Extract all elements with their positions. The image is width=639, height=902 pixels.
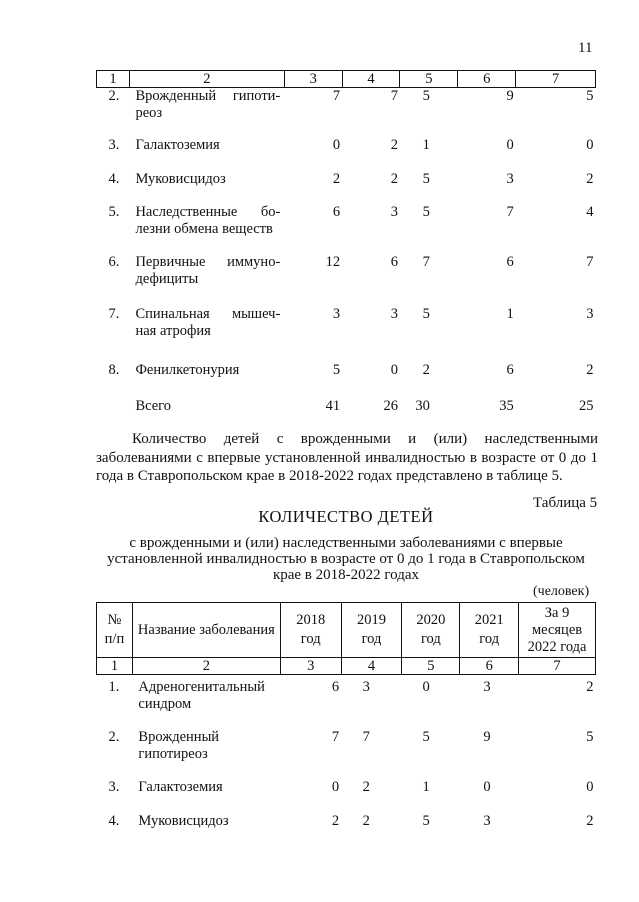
disease-name: Адреногенитальный синдром (138, 679, 265, 712)
table-title: КОЛИЧЕСТВО ДЕТЕЙ (258, 507, 434, 526)
value-cell: 0 (422, 679, 430, 695)
value-cell: 9 (483, 728, 491, 745)
row-number: 2. (108, 88, 120, 104)
value-cell: 6 (506, 361, 514, 378)
value-cell: 3 (586, 305, 594, 322)
value-cell: 5 (332, 361, 341, 378)
value-cell: 2 (586, 812, 594, 829)
table-label: Таблица 5 (533, 495, 598, 511)
total-value: 41 (325, 397, 341, 414)
value-cell: 0 (332, 136, 341, 153)
col-number: 6 (460, 658, 519, 675)
col-number: 2 (132, 658, 280, 675)
table-row (97, 779, 596, 813)
table-subtitle: с врожденными и (или) наследственными заболеваниями с впервые установленной инвалидностью в возрасте от 0 до 1 года в Ставропольском крае в 2018-2022 годах (107, 535, 585, 583)
col-number: 4 (341, 658, 402, 675)
total-row (97, 398, 596, 422)
row-number: 3. (108, 136, 120, 153)
table-5 (96, 602, 596, 837)
row-number: 5. (108, 203, 120, 220)
value-cell: 3 (332, 305, 341, 322)
value-cell: 5 (422, 812, 430, 829)
disease-name: Спинальная мышеч- ная атрофия (135, 305, 281, 339)
value-cell: 7 (390, 88, 398, 104)
col-number: 1 (97, 658, 133, 675)
value-cell: 2 (331, 812, 340, 829)
unit-label: (человек) (533, 584, 590, 599)
value-cell: 2 (390, 136, 398, 153)
col-number: 3 (280, 658, 341, 675)
value-cell: 3 (483, 812, 491, 829)
value-cell: 3 (390, 305, 398, 322)
disease-name: Галактоземия (135, 136, 220, 153)
table-row (97, 306, 596, 362)
total-value: 25 (579, 397, 594, 414)
value-cell: 5 (586, 728, 594, 745)
disease-name: Врожденный гипотиреоз (138, 728, 220, 762)
value-cell: 6 (506, 253, 514, 270)
disease-name: Первичные иммуно- дефициты (135, 253, 281, 287)
value-cell: 3 (483, 679, 491, 695)
col-number: 7 (519, 658, 596, 675)
col-number: 6 (458, 71, 516, 88)
col-number: 3 (284, 71, 342, 88)
value-cell: 7 (331, 728, 340, 745)
value-cell: 5 (422, 170, 430, 187)
row-number: 4. (108, 812, 120, 829)
row-number: 4. (108, 170, 120, 187)
col-number: 7 (516, 71, 596, 88)
value-cell: 2 (362, 778, 370, 795)
table-row (97, 362, 596, 398)
column-number-row (97, 71, 596, 88)
continued-table (96, 70, 596, 422)
value-cell: 6 (390, 253, 398, 270)
value-cell: 0 (483, 778, 491, 795)
disease-name: Галактоземия (138, 778, 223, 795)
value-cell: 3 (506, 170, 514, 187)
disease-name: Врожденный гипоти- реоз (135, 88, 281, 121)
disease-name: Наследственные бо- лезни обмена веществ (135, 203, 281, 237)
disease-name: Муковисцидоз (135, 170, 226, 187)
value-cell: 7 (332, 88, 341, 104)
value-cell: 3 (390, 203, 398, 220)
col-number: 4 (342, 71, 400, 88)
value-cell: 7 (422, 253, 430, 270)
value-cell: 2 (586, 361, 594, 378)
value-cell: 2 (362, 812, 370, 829)
value-cell: 0 (390, 361, 398, 378)
total-value: 26 (383, 397, 398, 414)
value-cell: 5 (586, 88, 594, 104)
table-row (97, 813, 596, 837)
value-cell: 12 (325, 253, 341, 270)
value-cell: 2 (586, 679, 594, 695)
value-cell: 6 (331, 679, 340, 695)
header-2019: 2019 год (341, 603, 402, 658)
col-number: 2 (129, 71, 284, 88)
header-2020: 2020 год (402, 603, 460, 658)
table-row (97, 254, 596, 306)
value-cell: 2 (332, 170, 341, 187)
header-2018: 2018 год (280, 603, 341, 658)
header-2022-9-months: За 9 месяцев 2022 года (519, 603, 596, 658)
page-number: 11 (578, 40, 593, 56)
value-cell: 0 (331, 778, 340, 795)
value-cell: 0 (586, 778, 594, 795)
header-disease-name: Название заболевания (132, 603, 280, 658)
value-cell: 2 (390, 170, 398, 187)
col-number: 1 (97, 71, 130, 88)
value-cell: 9 (506, 88, 514, 104)
value-cell: 5 (422, 305, 430, 322)
value-cell: 3 (362, 679, 370, 695)
value-cell: 2 (586, 170, 594, 187)
value-cell: 5 (422, 203, 430, 220)
total-label: Всего (135, 397, 172, 414)
row-number: 6. (108, 253, 120, 270)
row-number: 3. (108, 778, 120, 795)
disease-name: Фенилкетонурия (135, 361, 240, 378)
col-number: 5 (402, 658, 460, 675)
value-cell: 2 (422, 361, 430, 378)
total-value: 30 (415, 397, 430, 414)
value-cell: 6 (332, 203, 341, 220)
body-paragraph: Количество детей с врожденными и (или) наследственными заболеваниями с впервые установленной инвалидностью в возрасте от 0 до 1 года в Ставропольском крае в 2018-2022 годах представлено в таблице 5. (96, 431, 598, 484)
value-cell: 7 (362, 728, 370, 745)
table-row (97, 675, 596, 729)
value-cell: 5 (422, 728, 430, 745)
table-row (97, 137, 596, 171)
row-number: 1. (108, 679, 120, 695)
header-2021: 2021 год (460, 603, 519, 658)
value-cell: 7 (586, 253, 594, 270)
value-cell: 1 (422, 778, 430, 795)
table-row (97, 88, 596, 137)
disease-name: Муковисцидоз (138, 812, 229, 829)
table-row (97, 729, 596, 779)
row-number: 8. (108, 361, 120, 378)
value-cell: 0 (586, 136, 594, 153)
table-row (97, 171, 596, 204)
row-number (97, 398, 130, 422)
value-cell: 1 (422, 136, 430, 153)
row-number: 7. (108, 305, 120, 322)
value-cell: 5 (422, 88, 430, 104)
value-cell: 0 (506, 136, 514, 153)
row-number: 2. (108, 728, 120, 745)
header-number: № п/п (97, 603, 133, 658)
value-cell: 4 (586, 203, 594, 220)
column-number-row (97, 658, 596, 675)
total-value: 35 (499, 397, 514, 414)
table-row (97, 204, 596, 254)
value-cell: 7 (506, 203, 514, 220)
value-cell: 1 (506, 305, 514, 322)
table-header-row (97, 603, 596, 658)
col-number: 5 (400, 71, 458, 88)
